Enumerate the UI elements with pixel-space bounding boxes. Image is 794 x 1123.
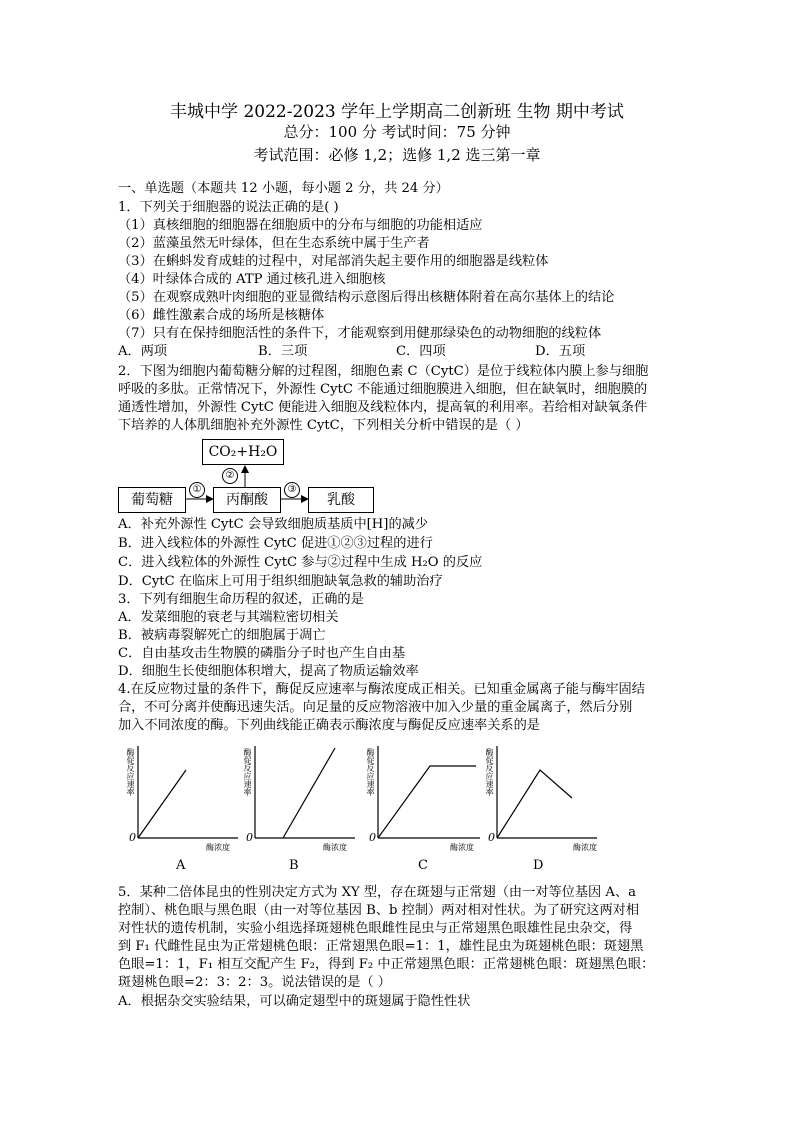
graph-d-label: D [533,858,544,873]
q2-stem-line: 呼吸的多肽。正常情况下，外源性 CytC 不能通过细胞膜进入细胞，但在缺氧时，细胞膜的 [118,382,648,397]
graph-d-xlabel: 酶浓度 [573,843,597,852]
q5-stem-line: 对性状的遗传机制，实验小组选择斑翅桃色眼雌性昆虫与正常翅黑色眼雄性昆虫杂交，得 [118,921,633,936]
q1-option-a: A．两项 [118,344,168,359]
q1-option-c: C．四项 [396,344,446,359]
q1-option-d: D．五项 [535,344,586,359]
q3-option-a: A．发菜细胞的衰老与其端粒密切相关 [118,610,339,625]
graph-c-curve [378,766,476,838]
q3-stem: 3．下列有细胞生命历程的叙述，正确的是 [118,592,364,607]
co2-h2o-box: CO₂+H₂O [202,439,284,465]
glucose-box: 葡萄糖 [118,487,186,513]
exam-title: 丰城中学 2022-2023 学年上学期高二创新班 生物 期中考试 [170,102,624,122]
exam-meta: 总分：100 分 考试时间：75 分钟 [283,123,511,141]
graph-c-ylabel: 酶促反应速率 [366,748,375,796]
graph-c-origin: 0 [369,831,376,844]
graph-b-ylabel: 酶促反应速率 [243,748,252,796]
q1-stem: 1．下列关于细胞器的说法正确的是( ) [118,200,339,215]
q1-item: （6）雌性激素合成的场所是核糖体 [118,308,325,323]
graph-b-xlabel: 酶浓度 [323,843,347,852]
graph-a-curve [138,770,186,838]
graph-b-curve [283,748,335,838]
step-2-marker: ② [222,468,238,484]
q5-option-a: A．根据杂交实验结果，可以确定翅型中的斑翅属于隐性性状 [118,994,471,1009]
q2-stem-line: 下培养的人体肌细胞补充外源性 CytC，下列相关分析中错误的是（ ） [118,418,529,433]
lactate-box: 乳酸 [308,487,374,513]
graph-c-label: C [418,858,428,873]
q1-item: （2）蓝藻虽然无叶绿体，但在生态系统中属于生产者 [118,236,430,251]
q1-item: （7）只有在保持细胞活性的条件下，才能观察到用健那绿染色的动物细胞的线粒体 [118,326,602,341]
q5-stem-line: 色眼=1：1，F₁ 相互交配产生 F₂，得到 F₂ 中正常翅黑色眼：正常翅桃色眼：斑翅黑色眼： [118,957,655,972]
q1-item: （1）真核细胞的细胞器在细胞质中的分布与细胞的功能相适应 [118,218,483,233]
q3-option-d: D．细胞生长使细胞体积增大，提高了物质运输效率 [118,664,419,679]
q4-stem-line: 4.在反应物过量的条件下，酶促反应速率与酶浓度成正相关。已知重金属离子能与酶牢固结 [118,682,645,697]
step-3-marker: ③ [284,482,300,498]
q2-option-d: D．CytC 在临床上可用于组织细胞缺氧急救的辅助治疗 [118,574,443,589]
step-1-marker: ① [189,482,205,498]
q2-option-b: B．进入线粒体的外源性 CytC 促进①②③过程的进行 [118,536,433,551]
section-heading: 一、单选题（本题共 12 小题，每小题 2 分，共 24 分） [118,181,449,196]
q2-option-c: C．进入线粒体的外源性 CytC 参与②过程中生成 H₂O 的反应 [118,555,483,570]
graph-b-label: B [289,858,299,873]
q1-item: （4）叶绿体合成的 ATP 通过核孔进入细胞核 [118,272,386,287]
q1-option-b: B．三项 [258,344,308,359]
q2-option-a: A．补充外源性 CytC 会导致细胞质基质中[H]的减少 [118,517,429,532]
q2-stem-line: 通透性增加，外源性 CytC 便能进入细胞及线粒体内，提高氧的利用率。若给相对缺氧条件 [118,400,648,415]
graph-a [138,746,238,838]
graph-d-ylabel: 酶促反应速率 [485,748,494,796]
graph-d [497,746,597,838]
graph-b-origin: 0 [246,831,253,844]
graph-d-curve [497,770,572,838]
graph-d-origin: 0 [488,831,495,844]
graph-a-origin: 0 [129,831,136,844]
q1-item: （5）在观察成熟叶肉细胞的亚显微结构示意图后得出核糖体附着在高尔基体上的结论 [118,290,615,305]
q5-stem-line: 控制）、桃色眼与黑色眼（由一对等位基因 B、b 控制）两对相对性状。为了研究这两对相 [118,903,640,918]
q1-item: （3）在蝌蚪发育成蛙的过程中，对尾部消失起主要作用的细胞器是线粒体 [118,254,549,269]
graph-c-xlabel: 酶浓度 [450,843,474,852]
exam-scope: 考试范围：必修 1,2；选修 1,2 选三第一章 [253,146,541,164]
q4-stem-line: 合，不可分离并使酶迅速失活。向足量的反应物溶液中加入少量的重金属离子，然后分别 [118,700,633,715]
graph-a-ylabel: 酶促反应速率 [126,748,135,796]
q5-stem-line: 5．某种二倍体昆虫的性别决定方式为 XY 型，存在斑翅与正常翅（由一对等位基因 A、a [118,885,637,900]
graph-a-xlabel: 酶浓度 [206,843,230,852]
q5-stem-line: 到 F₁ 代雌性昆虫为正常翅桃色眼：正常翅黑色眼=1：1，雄性昆虫为斑翅桃色眼：斑翅黑 [118,939,644,954]
q3-option-c: C．自由基攻击生物膜的磷脂分子时也产生自由基 [118,646,406,661]
graph-c [378,746,480,838]
q2-stem-line: 2．下图为细胞内葡萄糖分解的过程图，细胞色素 C（CytC）是位于线粒体内膜上参与细胞 [118,364,649,379]
graph-b [255,746,355,838]
graph-a-label: A [176,858,186,873]
pyruvate-box: 丙酮酸 [213,487,281,513]
q4-stem-line: 加入不同浓度的酶。下列曲线能正确表示酶浓度与酶促反应速率关系的是 [118,718,540,733]
q5-stem-line: 斑翅桃色眼=2：3：2：3。说法错误的是（ ） [118,975,391,990]
q3-option-b: B．被病毒裂解死亡的细胞属于凋亡 [118,628,326,643]
